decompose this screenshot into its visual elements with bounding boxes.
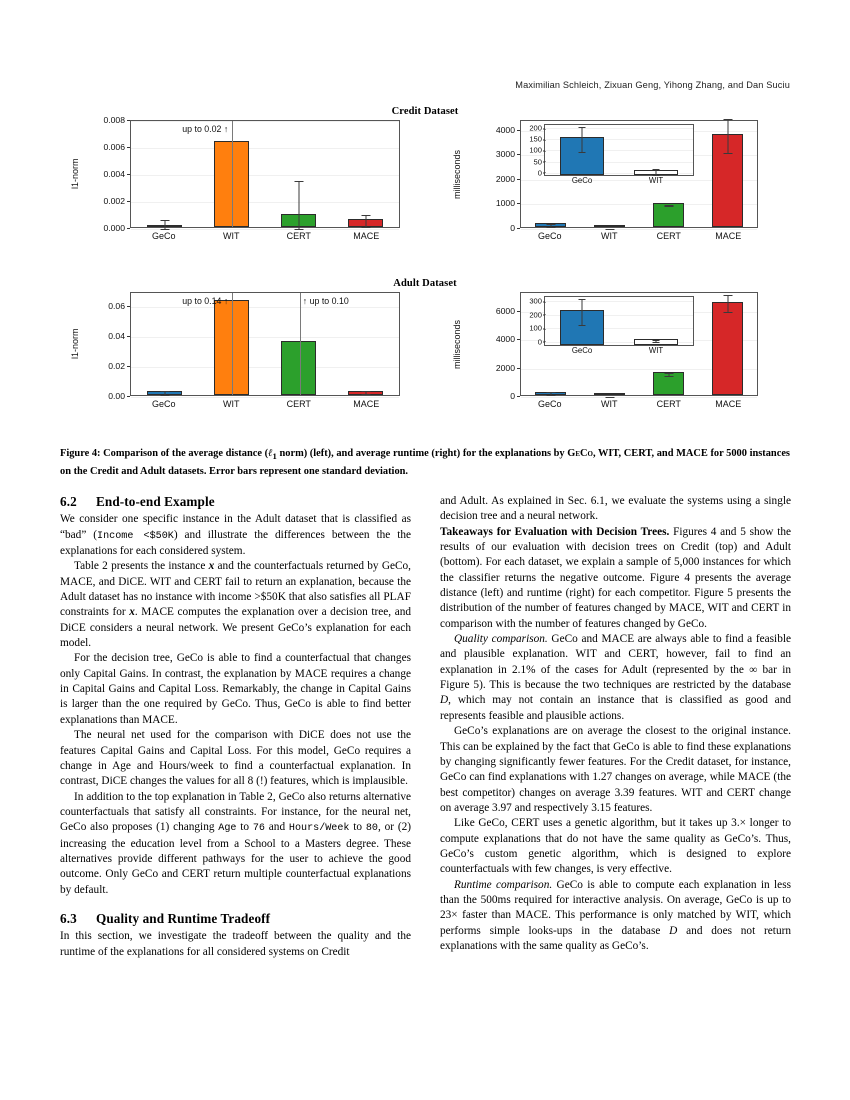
error-bar-cap: [361, 394, 370, 395]
figure-caption: [60, 446, 790, 479]
y-tick-label: 0.04: [108, 331, 125, 342]
error-bar-cap: [361, 227, 370, 228]
x-tick-label: GeCo: [151, 399, 176, 409]
bar-annotation: up to 0.14 ↑: [182, 296, 229, 306]
y-tick-label: 3000: [495, 149, 515, 160]
y-axis-ticks: [476, 292, 520, 401]
error-bar-cap: [160, 391, 169, 392]
caption-text-3: , WIT, CERT, and MACE for 5000 instances on the Credit and Adult datasets. Error bars represent one standard deviation.: [60, 448, 790, 478]
error-bar-cap: [546, 392, 555, 393]
bar-slot: [698, 121, 757, 227]
inset-x-tick-label: GeCo: [571, 176, 593, 185]
y-axis-label: milliseconds: [452, 319, 462, 369]
inset-y-tick-label: 50: [533, 157, 542, 166]
inset-y-tick-label: 0: [537, 168, 542, 178]
error-bar-cap: [605, 229, 614, 230]
x-tick-label: GeCo: [151, 231, 176, 241]
inset-x-tick-label: WIT: [648, 176, 664, 185]
inset-bar-group: [545, 297, 693, 345]
error-bar-cap: [546, 224, 555, 225]
error-bar-cap: [160, 220, 169, 221]
x-tick-label: MACE: [353, 231, 380, 241]
heading-6-3-number: 6.3: [60, 910, 77, 926]
error-bar-cap: [723, 119, 732, 120]
inset-y-tick-label: 100: [529, 145, 542, 155]
caption-text-2: norm) (left), and average runtime (right) for the explanations by: [276, 448, 568, 459]
p-r2-rest: Figures 4 and 5 show the results of our evaluation with decision trees on Credit (top) and Adult (bottom). For each dataset, we explain a sample of 5,000 instances for which the classifier returns the negative outcome. Figure 4 presents the average distance (left) and runtime (right) for each competitor. Figure 5 presents the distribution of the number of features changed by MACE, WIT and CERT in comparison with the number of features changed by GeCo.: [440, 525, 791, 630]
paragraph-r5: Like GeCo, CERT uses a genetic algorithm, but it takes up 3.× longer to compute explanations that do not have the same quality as GeCo’s. Thus, GeCo’s custom genetic algorithm, which is designed to explore counterfactuals with few changes, is very effective.: [440, 817, 791, 876]
y-tick-label: 0.004: [103, 169, 125, 179]
error-bar-cap: [723, 312, 732, 313]
error-bar: [365, 215, 366, 227]
figure-4: [60, 106, 790, 433]
inset-x-ticks: [545, 345, 693, 355]
inset-y-tick-label: 100: [529, 323, 542, 333]
x-tick-label: GeCo: [537, 231, 562, 241]
inset-y-tick-label: 200: [529, 123, 542, 133]
bar-wit[interactable]: [594, 225, 625, 227]
y-axis-ticks: [476, 120, 520, 233]
p-r3-db: D: [440, 694, 449, 707]
bar-annotation: up to 0.02 ↑: [182, 124, 229, 134]
paragraph-r2: [440, 525, 791, 632]
x-tick-label: WIT: [223, 231, 240, 241]
gridline: [521, 397, 757, 398]
p-l2-c: . MACE computes the explanation over a decision tree, and DiCE considers a neural network. We present GeCo’s explanation for each model.: [60, 606, 412, 650]
bar-cert[interactable]: [281, 341, 316, 395]
y-tick-label: 4000: [495, 124, 515, 135]
y-tick-label: 0.008: [103, 115, 125, 125]
inset-error-bar-cap: [653, 169, 660, 170]
inset-x-ticks: [545, 175, 693, 185]
y-tick-label: 0.02: [108, 361, 125, 372]
inset-y-tick-label: 150: [529, 134, 542, 144]
inset-y-ticks: [519, 297, 545, 345]
error-bar-cap: [664, 376, 673, 377]
x-tick-label: WIT: [601, 399, 618, 409]
inset-plot: [529, 123, 694, 185]
x-tick-label: GeCo: [537, 399, 562, 409]
chart-adult-distance: [68, 292, 418, 414]
p-l5-mono2: 76: [252, 823, 265, 835]
bar-annotation: ↑ up to 0.10: [302, 296, 349, 306]
x-tick-label: WIT: [601, 231, 618, 241]
y-axis-ticks: [86, 292, 130, 401]
x-tick-label: MACE: [715, 399, 742, 409]
paragraph-r6: [440, 878, 791, 955]
bar-wit[interactable]: [594, 393, 625, 395]
bar-slot: [332, 293, 399, 395]
y-tick-label: 0.002: [103, 196, 125, 206]
inset-bar-slot: [545, 297, 619, 345]
p-l5-mono4: 80: [365, 823, 378, 835]
body-column-left: [60, 494, 411, 960]
inset-error-bar-cap: [579, 325, 586, 326]
heading-6-3-text: Quality and Runtime Tradeoff: [96, 910, 271, 926]
error-bar-cap: [160, 395, 169, 396]
inset-error-bar-cap: [579, 152, 586, 153]
error-bar-cap: [361, 215, 370, 216]
heading-6-2-number: 6.2: [60, 494, 77, 509]
p-l5-mono1: Age: [218, 823, 237, 835]
error-bar-cap: [546, 227, 555, 228]
figure-row-credit: [60, 106, 790, 266]
paragraph-l5: [60, 790, 411, 898]
error-bar-cap: [361, 391, 370, 392]
inset-y-ticks: [519, 123, 545, 178]
p-r3-b: , which may not contain an instance that is classified as good and represents feasible and plausible actions.: [440, 694, 791, 722]
p-l2-b: and the counterfactuals returned by GeCo, MACE, and DiCE. WIT and CERT fail to return an explanation, because the Adult dataset has no instance with income >$50K that also satisfies all PLAF constraints for: [60, 560, 411, 619]
inset-y-tick-label: 0: [537, 337, 542, 347]
p-r6-db: D: [669, 924, 678, 937]
y-tick-label: 4000: [495, 334, 515, 344]
p-l2-x1: x: [208, 560, 215, 573]
error-bar: [164, 220, 165, 229]
x-axis-ticks: [520, 399, 758, 409]
error-bar: [298, 181, 299, 229]
paragraph-l1: [60, 512, 411, 559]
error-bar-cap: [294, 229, 303, 230]
y-tick-label: 2000: [495, 362, 515, 373]
heading-6-2: [60, 494, 411, 509]
bar-mace[interactable]: [712, 302, 743, 395]
chart-adult-runtime: [450, 292, 790, 414]
p-r6-b: and does not return explanations with the same quality as GeCo’s.: [440, 924, 791, 952]
p-l1-mono: Income <$50K: [97, 530, 174, 542]
inset-y-tick-label: 200: [529, 310, 542, 320]
p-r6-a: GeCo is able to compute each explanation in less than the 500ms required for interactive analysis. On average, GeCo is up to 23× faster than MACE. This performance is only matched by WIT, which performs simple looks-ups in the database: [440, 878, 791, 937]
y-tick-label: 0: [510, 223, 515, 233]
y-tick-label: 2000: [495, 173, 515, 184]
caption-geco: GeCo: [567, 448, 593, 459]
y-tick-label: 0.000: [103, 223, 125, 233]
y-tick-label: 0.006: [103, 142, 125, 152]
chart-credit-runtime: [450, 120, 790, 246]
x-tick-label: CERT: [286, 231, 311, 241]
bar-slot: [332, 121, 399, 227]
x-axis-ticks: [130, 231, 400, 241]
error-bar: [727, 295, 728, 312]
section-spacer: [60, 898, 411, 911]
y-axis-label: l1-norm: [70, 158, 80, 190]
inset-error-bar-cap: [653, 342, 660, 343]
y-tick-label: 0.06: [108, 301, 125, 312]
gridline: [521, 229, 757, 230]
p-l5-a: In addition to the top explanation in Table 2, GeCo also returns alternative counterfactuals that satisfy all constraints. For instance, for the neural net, GeCo also proposes (1) changing: [60, 790, 411, 834]
bar-slot: [131, 121, 198, 227]
paragraph-l6: In this section, we investigate the tradeoff between the quality and the runtime of the explanations for all considered systems on Credit: [60, 930, 411, 958]
x-tick-label: WIT: [223, 399, 240, 409]
inset-error-bar-cap: [579, 299, 586, 300]
error-bar-cap: [664, 206, 673, 207]
x-tick-label: CERT: [286, 399, 311, 409]
p-l5-b: to: [236, 821, 253, 834]
p-l5-c: and: [264, 821, 289, 834]
p-r3-lead: Quality comparison.: [454, 633, 548, 646]
annotation-rule: [232, 293, 233, 395]
y-axis-ticks: [86, 115, 130, 233]
error-bar-cap: [723, 295, 732, 296]
paragraph-l3: For the decision tree, GeCo is able to find a counterfactual that changes only Capital Gains. In contrast, the explanation by MACE requires a change in Capital Gains and Capital Loss. Remarkably, the change in Capital Gains is larger than the one required by GeCo. Thus, GeCo is able to find better explanations than MACE.: [60, 652, 411, 726]
p-l1-b: ) and illustrate the differences between the the explanations for each considered system.: [60, 528, 411, 558]
error-bar: [727, 119, 728, 153]
chart-title-credit: Credit Dataset: [391, 106, 459, 117]
y-tick-label: 1000: [495, 198, 515, 209]
inset-bar-slot: [619, 125, 693, 175]
caption-ell: ℓ: [268, 448, 273, 459]
p-l2-x2: x: [129, 606, 135, 619]
inset-bar-slot: [619, 297, 693, 345]
x-tick-label: MACE: [715, 231, 742, 241]
p-l5-mono3: Hours/Week: [288, 823, 350, 835]
paragraph-r3: [440, 632, 791, 724]
y-axis-label: l1-norm: [70, 328, 80, 360]
bar-slot: [131, 293, 198, 395]
chart-title-adult: Adult Dataset: [393, 278, 457, 289]
inset-plot: [529, 296, 694, 355]
error-bar-cap: [605, 397, 614, 398]
bar-slot: [265, 293, 332, 395]
bar-slot: [265, 121, 332, 227]
y-tick-label: 0.00: [108, 391, 125, 401]
inset-x-tick-label: GeCo: [571, 346, 593, 355]
bar-slot: [698, 293, 757, 395]
error-bar-cap: [546, 395, 555, 396]
x-axis-ticks: [520, 231, 758, 241]
p-r3-a: GeCo and MACE are always able to find a feasible and plausible explanation. WIT and CERT, however, fail to find an explanation in 2.1% of the cases for Adult (represented by the ∞ bar in Figure 5). This is because the two techniques are restricted by the database: [440, 633, 791, 692]
paragraph-l4: The neural net used for the comparison with DiCE does not use the features Capital Gains and Capital Loss. For this model, GeCo requires a change in Age and Hours/week to find a counterfactual explanation. In contrast, DiCE changes the values for all 8 (!) features, which is implausible.: [60, 729, 411, 788]
caption-sub: 1: [272, 451, 277, 462]
inset-bar-slot: [545, 125, 619, 175]
x-tick-label: CERT: [656, 231, 681, 241]
p-l5-e: , or (2) increasing the education level from a School to a Masters degree. These alternatives provide different pathways for the user to achieve the good outcome. Only GeCo and CERT return multiple counterfactual explanations by default.: [60, 821, 412, 896]
bar-group: [131, 293, 399, 395]
p-r2-lead: Takeaways for Evaluation with Decision Trees.: [440, 525, 670, 538]
inset-x-tick-label: WIT: [648, 346, 664, 355]
heading-6-3: [60, 911, 411, 926]
paragraph-r4: GeCo’s explanations are on average the closest to the original instance. This can be explained by the fact that GeCo is able to find these explanations by changing significantly fewer features. For the Credit dataset, for instance, GeCo can find explanations with 1.27 changes on average, while MACE (the best competitor) changes on average 3.39 features. WIT and CERT change on average 3.97 and respectively 3.15 features.: [440, 725, 791, 814]
inset-error-bar: [582, 127, 583, 153]
error-bar-cap: [294, 181, 303, 182]
running-header-authors: Maximilian Schleich, Zixuan Geng, Yihong Zhang, and Dan Suciu: [515, 80, 790, 90]
bar-group: [131, 121, 399, 227]
error-bar-cap: [664, 373, 673, 374]
caption-text-1: Figure 4: Comparison of the average distance (: [60, 448, 269, 459]
error-bar-cap: [160, 229, 169, 230]
x-tick-label: MACE: [353, 399, 380, 409]
y-tick-label: 0: [510, 391, 515, 401]
inset-bar-group: [545, 125, 693, 175]
inset-error-bar: [582, 299, 583, 325]
y-tick-label: 6000: [495, 305, 515, 316]
inset-y-tick-label: 300: [529, 296, 542, 306]
figure-row-adult: [60, 278, 790, 433]
inset-error-bar-cap: [653, 340, 660, 341]
annotation-rule: [232, 121, 233, 227]
plot-area: [130, 292, 400, 396]
inset-error-bar-cap: [579, 127, 586, 128]
gridline: [131, 229, 399, 230]
heading-6-2-text: End-to-end Example: [96, 494, 215, 509]
plot-area: [130, 120, 400, 228]
x-tick-label: CERT: [656, 399, 681, 409]
x-axis-ticks: [130, 399, 400, 409]
p-l5-d: to: [349, 821, 366, 834]
body-column-right: [440, 494, 791, 954]
error-bar-cap: [723, 153, 732, 154]
p-l2-a: Table 2 presents the instance: [74, 560, 209, 573]
annotation-rule: [300, 293, 301, 395]
chart-credit-distance: [68, 115, 418, 246]
gridline: [131, 397, 399, 398]
y-axis-label: milliseconds: [452, 149, 462, 199]
paragraph-r1: and Adult. As explained in Sec. 6.1, we evaluate the systems using a single decision tree and a neural network.: [440, 495, 791, 523]
paragraph-l2: [60, 559, 411, 651]
p-l1-a: We consider one specific instance in the Adult dataset that is classified as “bad” (: [60, 513, 411, 541]
p-r6-lead: Runtime comparison.: [454, 878, 553, 891]
